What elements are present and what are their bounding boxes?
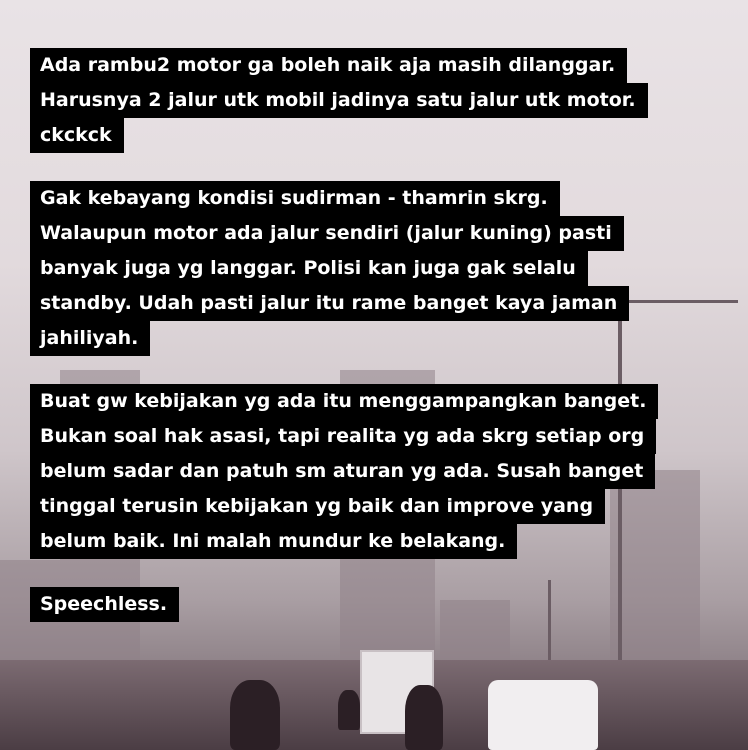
caption-line: Ada rambu2 motor ga boleh naik aja masih dilanggar. bbox=[30, 48, 627, 83]
caption-line: jahiliyah. bbox=[30, 321, 150, 356]
caption-line: tinggal terusin kebijakan yg baik dan improve yang bbox=[30, 489, 605, 524]
caption-line: Walaupun motor ada jalur sendiri (jalur kuning) pasti bbox=[30, 216, 624, 251]
car bbox=[488, 680, 598, 750]
caption-paragraph-2 bbox=[30, 181, 658, 356]
caption-line: standby. Udah pasti jalur itu rame banget kaya jaman bbox=[30, 286, 629, 321]
caption-line: belum sadar dan patuh sm aturan yg ada. Susah banget bbox=[30, 454, 655, 489]
motorcycle-rider bbox=[230, 680, 280, 750]
caption-line: Bukan soal hak asasi, tapi realita yg ada skrg setiap org bbox=[30, 419, 656, 454]
caption-line: Gak kebayang kondisi sudirman - thamrin skrg. bbox=[30, 181, 560, 216]
caption-paragraph-1 bbox=[30, 48, 658, 153]
caption-line: Speechless. bbox=[30, 587, 179, 622]
motorcycle-rider bbox=[338, 690, 360, 730]
caption-paragraph-4 bbox=[30, 587, 658, 622]
caption-paragraph-3 bbox=[30, 384, 658, 559]
caption-line: Buat gw kebijakan yg ada itu menggampangkan banget. bbox=[30, 384, 658, 419]
motorcycle-rider bbox=[405, 685, 443, 750]
caption-line: Harusnya 2 jalur utk mobil jadinya satu jalur utk motor. bbox=[30, 83, 648, 118]
caption-line: belum baik. Ini malah mundur ke belakang. bbox=[30, 524, 517, 559]
story-caption bbox=[30, 48, 658, 622]
caption-line: banyak juga yg langgar. Polisi kan juga gak selalu bbox=[30, 251, 588, 286]
caption-line: ckckck bbox=[30, 118, 124, 153]
